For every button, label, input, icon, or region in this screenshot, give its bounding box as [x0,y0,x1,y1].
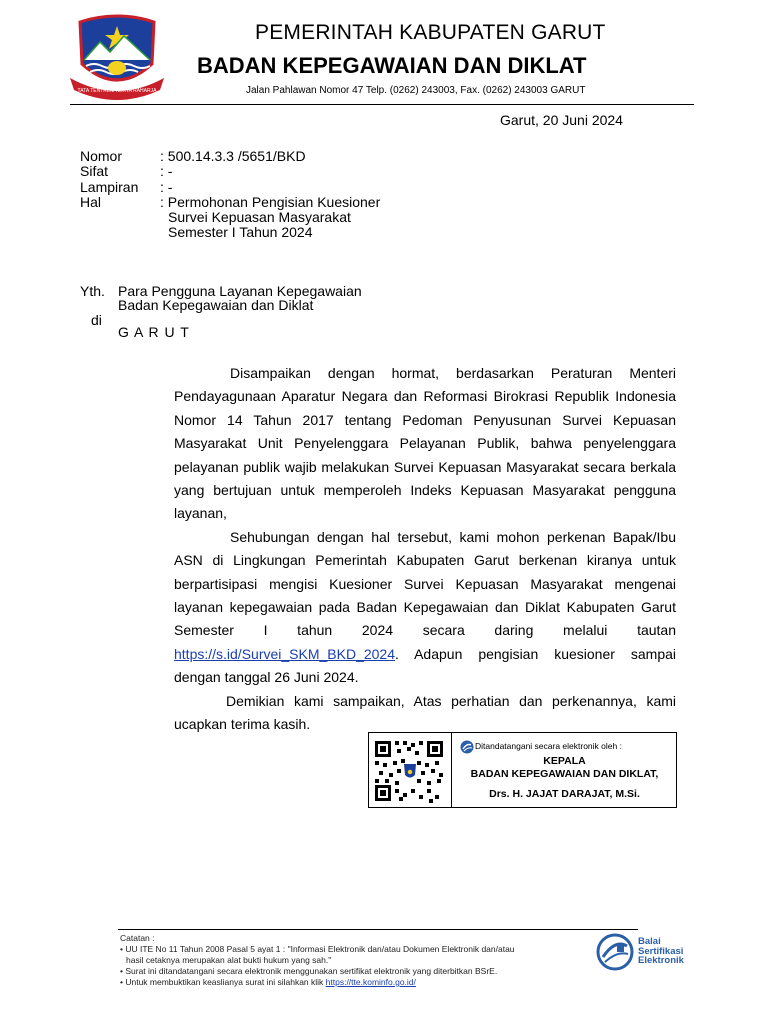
signature-header: Ditandatangani secara elektronik oleh : [475,741,622,751]
letter-body [174,362,676,737]
lampiran-label: Lampiran [80,179,139,195]
letterhead-divider [70,104,694,105]
nomor-label: Nomor [80,148,123,164]
footer-catatan: Catatan : [120,933,155,943]
qr-code-icon[interactable] [373,739,445,803]
body-paragraph-2 [174,526,676,690]
footer-line-4-text: • Untuk membuktikan keaslianya surat ini silahkan klik [120,977,326,987]
body-paragraph-3: Demikian kami sampaikan, Atas perhatian dan perkenannya, kami ucapkan terima kasih. [174,692,676,733]
signer-title-line2: BADAN KEPEGAWAIAN DAN DIKLAT, [470,768,659,780]
signer-name: Drs. H. JAJAT DARAJAT, M.Si. [489,788,640,800]
sifat-label: Sifat [80,163,109,179]
letter-date: Garut, 20 Juni 2024 [500,112,623,128]
bsre-text-line2: Sertifikasi [638,945,684,957]
addressee-line1: Para Pengguna Layanan Kepegawaian [118,283,362,299]
footer-line-1: • UU ITE No 11 Tahun 2008 Pasal 5 ayat 1 : "Informasi Elektronik dan/atau Dokumen Elektronik dan/atau [120,944,515,954]
footer-notes [120,933,515,988]
garut-coat-of-arms-logo [66,12,168,100]
footer-line-3: • Surat ini ditandatangani secara elektronik menggunakan sertifikat elektronik yang diterbitkan BSrE. [120,966,498,976]
lampiran-value: : - [160,179,173,195]
signer-title-line1: KEPALA [543,755,586,767]
bsre-text-line3: Elektronik [638,955,684,966]
body-paragraph-2-end: . Adapun pengisian kuesioner sampai dengan tanggal 26 Juni 2024. [174,645,676,686]
bsre-logo-icon [595,933,635,971]
addressee-yth: Yth. [80,283,105,299]
survey-link[interactable]: https://s.id/Survei_SKM_BKD_2024 [174,645,396,662]
letterhead-address: Jalan Pahlawan Nomor 47 Telp. (0262) 243003, Fax. (0262) 243003 GARUT [246,85,586,96]
addressee-di: di [91,312,102,328]
bsre-small-icon [460,740,474,754]
footer-divider [118,929,638,930]
footer-line-2: hasil cetaknya merupakan alat bukti hukum yang sah." [126,955,332,965]
nomor-value: : 500.14.3.3 /5651/BKD [160,148,306,164]
letterhead-agency-name: BADAN KEPEGAWAIAN DAN DIKLAT [197,53,587,78]
hal-label: Hal [80,194,102,210]
hal-value-line1: : Permohonan Pengisian Kuesioner [160,194,381,210]
sifat-value: : - [160,163,173,179]
logo-motto-text: TATA TENTREM KERTA RAHARJA [77,88,157,94]
electronic-signature-box [368,732,677,808]
signature-divider [451,733,452,807]
bsre-text-line1: Balai [638,936,661,947]
addressee-line2: Badan Kepegawaian dan Diklat [118,297,314,313]
addressee-city: G A R U T [118,324,190,340]
body-paragraph-1: Disampaikan dengan hormat, berdasarkan Peraturan Menteri Pendayagunaan Aparatur Negara dan Reformasi Birokrasi Republik Indonesia Nomor 14 Tahun 2017 tentang Pedoman Penyusunan Survei Kepuasan Masyarakat Unit Penyelenggara Pelayanan Publik, bahwa penyelenggara pelayanan publik wajib melakukan Survei Kepuasan Masyarakat secara berkala yang bertujuan untuk memperoleh Indeks Kepuasan Masyarakat pengguna layanan, [174,365,676,522]
letterhead-government-name: PEMERINTAH KABUPATEN GARUT [255,21,606,44]
hal-value-line2: Survei Kepuasan Masyarakat [168,209,351,225]
hal-value-line3: Semester I Tahun 2024 [168,224,313,240]
body-paragraph-2-text: Sehubungan dengan hal tersebut, kami mohon perkenan Bapak/Ibu ASN di Lingkungan Pemerintah Kabupaten Garut berkenan kiranya untuk berpartisipasi mengisi Kuesioner Survei Kepuasan Masyarakat mengenai layanan kepegawaian pada Badan Kepegawaian dan Diklat Kabupaten Garut Semester I tahun 2024 secara daring melalui tautan [174,528,676,639]
bsre-logo-text [638,937,684,966]
footer-line-4 [120,977,515,988]
verification-link[interactable]: https://tte.kominfo.go.id/ [325,977,416,987]
